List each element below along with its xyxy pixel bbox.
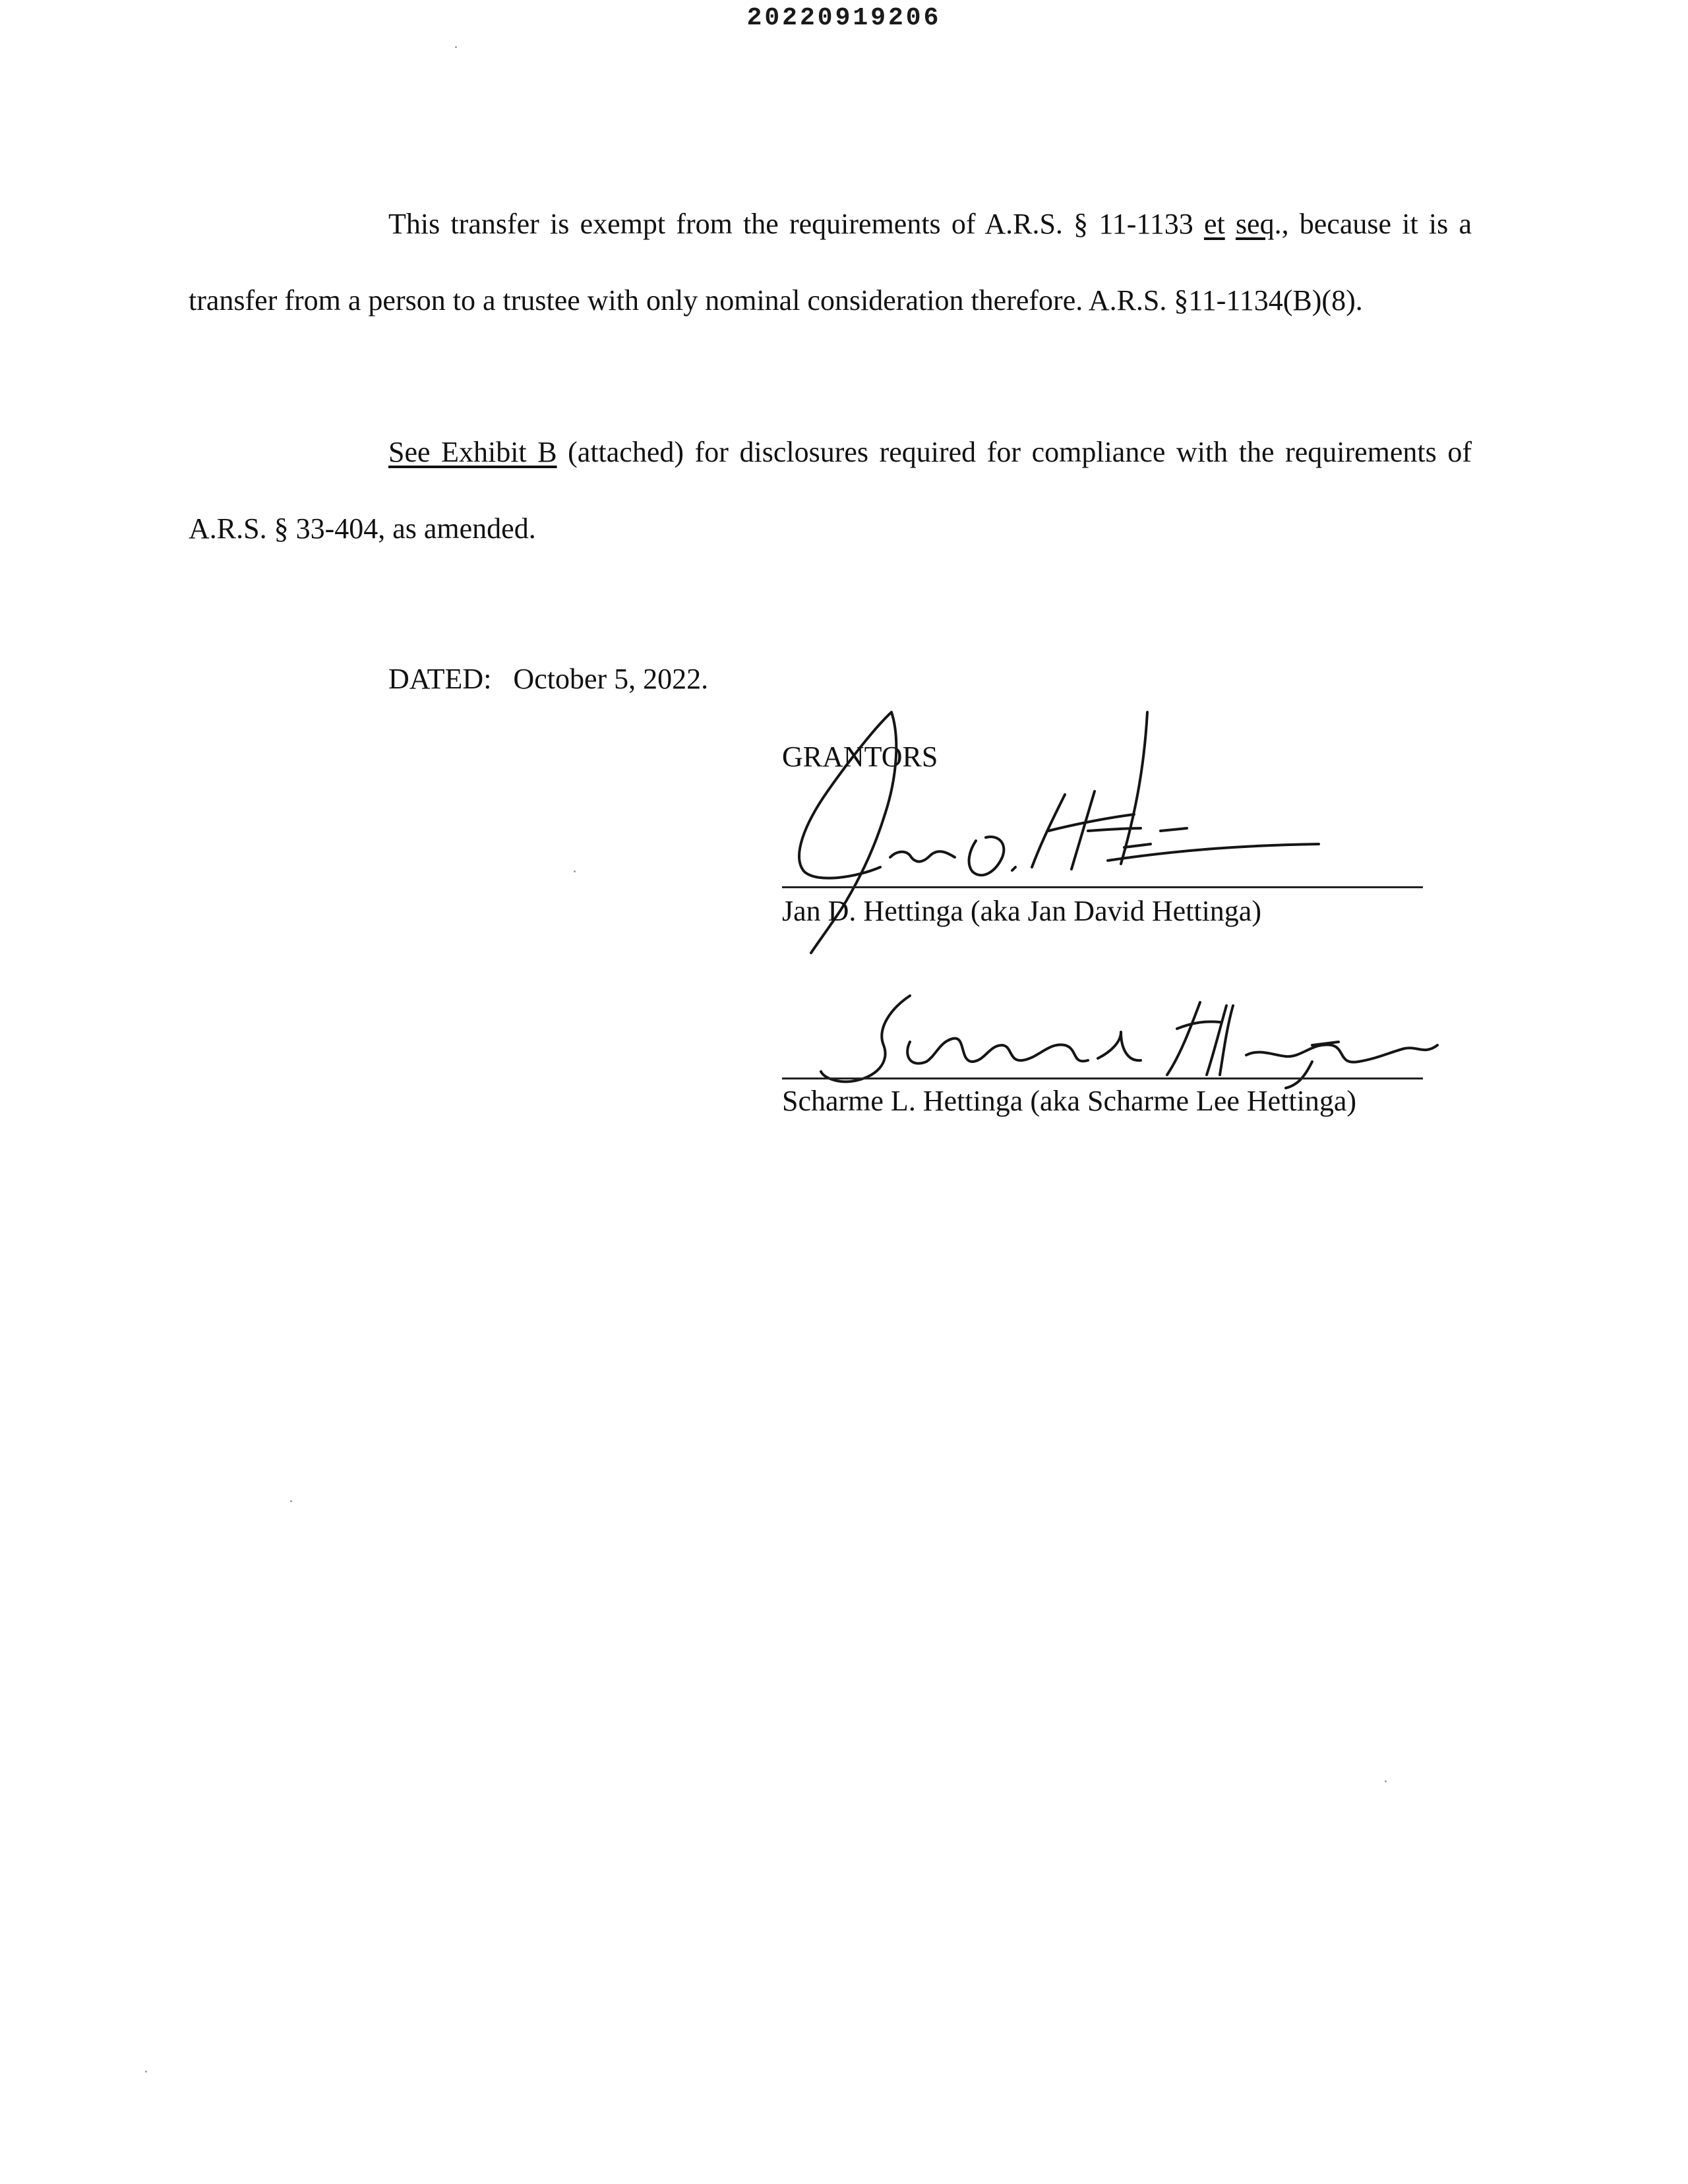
signer-scharme-hettinga: Scharme L. Hettinga (aka Scharme Lee Hettinga) (782, 1085, 1357, 1117)
signer-jan-hettinga: Jan D. Hettinga (aka Jan David Hettinga) (782, 895, 1261, 927)
scan-speck (455, 46, 457, 48)
recording-number: 20220919206 (746, 4, 942, 32)
scan-speck (290, 1500, 292, 1502)
exhibit-reference: See Exhibit B (388, 436, 557, 468)
exemption-paragraph (189, 186, 1472, 339)
signature-line-jan (782, 886, 1423, 888)
scan-speck (574, 870, 576, 872)
signature-line-scharme (782, 1077, 1423, 1079)
exemption-text-start: This transfer is exempt from the requirements of A.R.S. § 11-1133 (388, 208, 1204, 240)
exemption-text-space (1225, 208, 1236, 240)
seq-term: seq (1235, 208, 1275, 240)
et-term: et (1203, 208, 1225, 240)
grantors-heading: GRANTORS (782, 741, 938, 773)
dated-line: DATED: October 5, 2022. (388, 663, 709, 695)
scan-speck (145, 2071, 147, 2073)
scan-speck (1385, 1780, 1387, 1782)
disclosure-text: (attached) for disclosures required for compliance with the requirements of A.R.S. § 33-404, as amended. (189, 436, 1472, 545)
exemption-text-end: ., because it is a transfer from a person to a trustee with only nominal consideration therefore. A.R.S. §11-1134(B)(8). (189, 208, 1472, 317)
disclosure-paragraph (189, 414, 1472, 567)
signature-jan-hettinga (765, 699, 1345, 1002)
